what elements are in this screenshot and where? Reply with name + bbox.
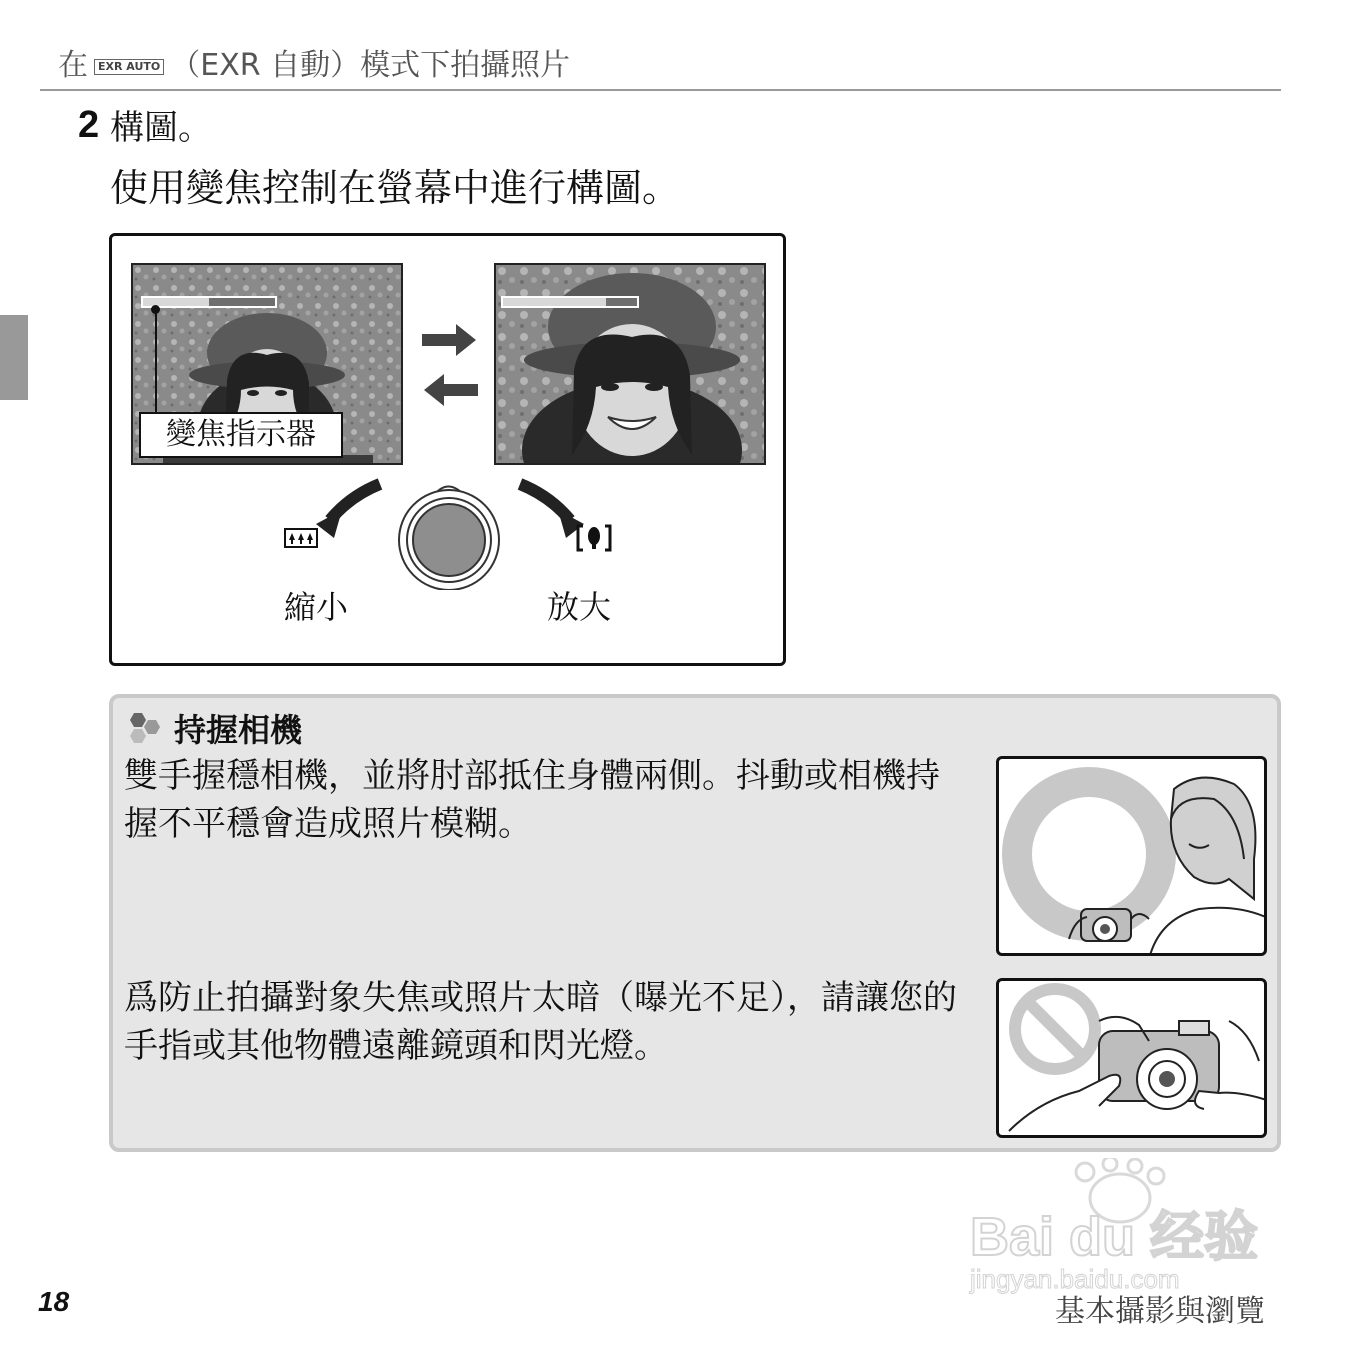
tip-heading: 持握相機 <box>174 711 303 749</box>
page-header-title <box>58 40 570 84</box>
zoom-indicator-fill <box>503 298 606 306</box>
zoom-out-caption: 縮小 <box>284 588 349 626</box>
header-prefix: 在 <box>58 48 88 83</box>
zoom-in-caption: 放大 <box>547 588 612 626</box>
zoom-indicator-label: 變焦指示器 <box>139 412 343 458</box>
indicator-leader-dot <box>151 305 160 314</box>
page-number: 18 <box>38 1286 70 1317</box>
tele-tree-icon <box>576 524 612 552</box>
exr-auto-icon: EXR AUTO <box>94 59 164 75</box>
tip-paragraph-1: 雙手握穩相機，並將肘部抵住身體兩側。抖動或相機持握不平穩會造成照片模糊。 <box>124 756 940 844</box>
zoom-indicator-bar-wide <box>141 296 277 308</box>
zoom-arrows-icon <box>420 320 480 410</box>
correct-circle-icon <box>1017 782 1161 926</box>
baidu-url-text: jingyan.baidu.com <box>970 1264 1180 1294</box>
zoom-in-photo <box>494 263 766 465</box>
wide-trees-icon <box>284 528 318 548</box>
baidu-brand-text: Bai du 经验 <box>970 1207 1259 1267</box>
zoom-indicator-bar-tele <box>501 296 639 308</box>
step-number: 2 <box>78 104 100 146</box>
indicator-leader-line <box>155 308 157 412</box>
tip-hexagons-icon <box>124 711 164 747</box>
header-divider <box>40 89 1281 91</box>
correct-grip-illustration <box>996 756 1267 956</box>
incorrect-grip-illustration <box>996 978 1267 1138</box>
tip-paragraph-2: 爲防止拍攝對象失焦或照片太暗（曝光不足），請讓您的手指或其他物體遠離鏡頭和閃光燈。 <box>124 978 957 1066</box>
header-suffix: （EXR 自動）模式下拍攝照片 <box>170 48 571 83</box>
step-description: 使用變焦控制在螢幕中進行構圖。 <box>110 166 681 210</box>
chapter-tab <box>0 315 28 400</box>
footer-section-title: 基本攝影與瀏覽 <box>1055 1294 1265 1329</box>
step-title: 構圖。 <box>110 108 212 148</box>
